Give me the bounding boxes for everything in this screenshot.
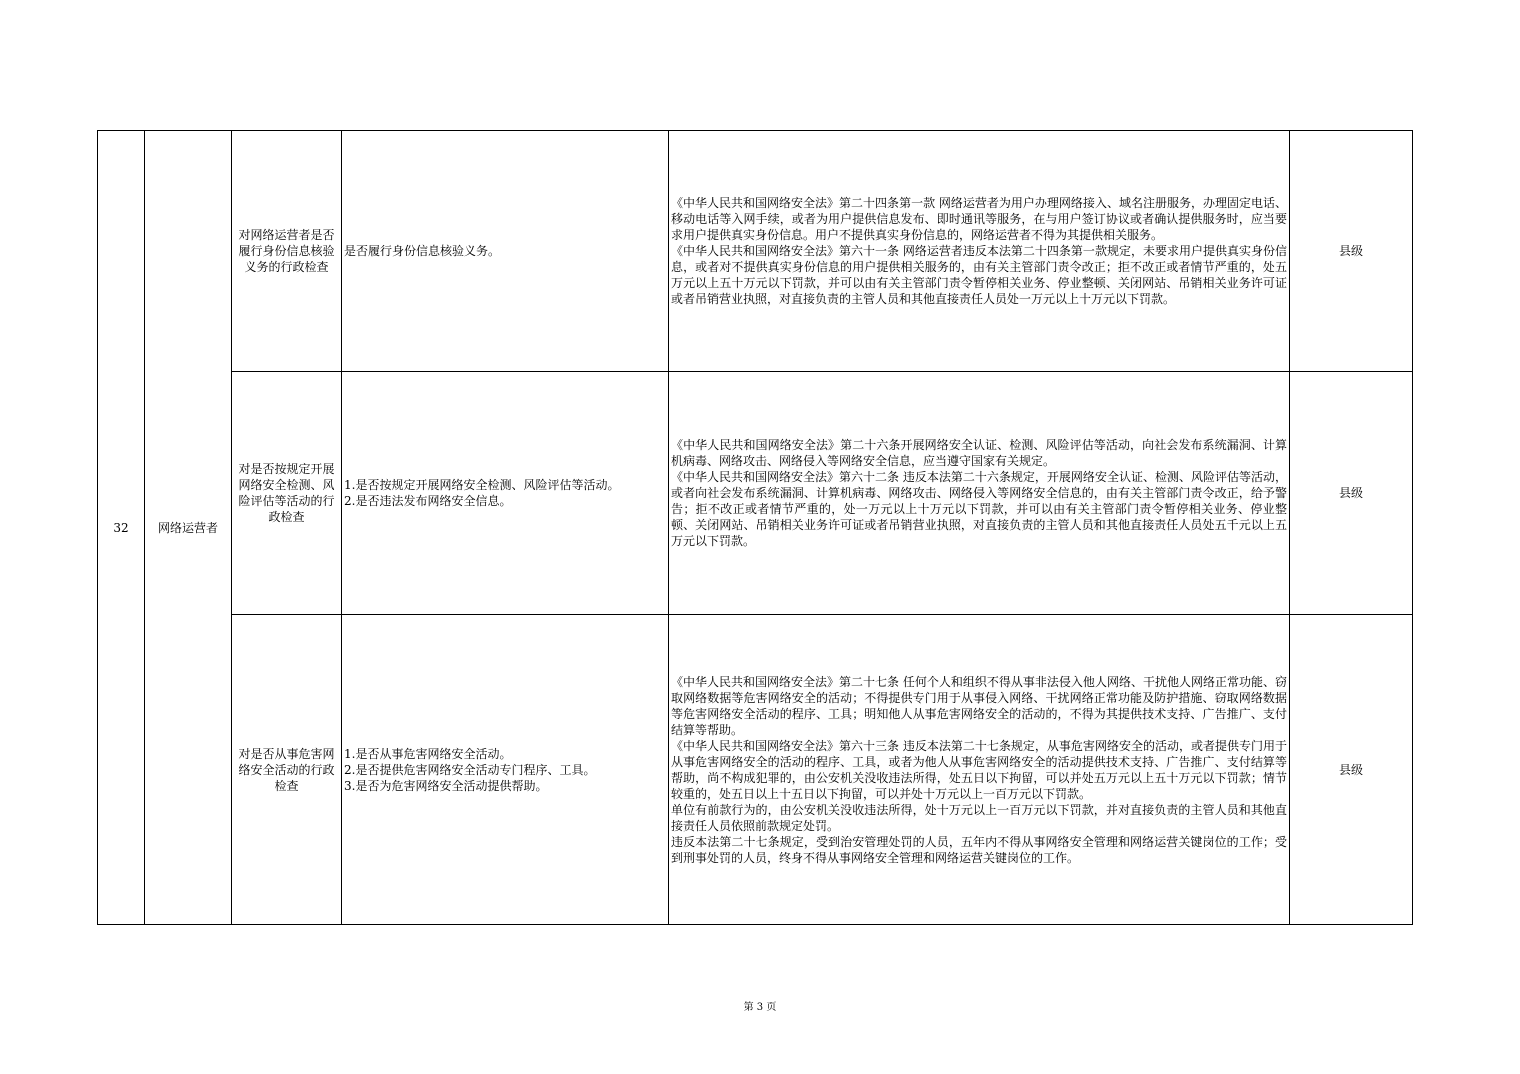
page-number: 第 3 页 bbox=[743, 1002, 777, 1013]
inspection-item-cell: 对是否按规定开展网络安全检测、风险评估等活动的行政检查 bbox=[232, 372, 342, 615]
inspection-content-cell bbox=[342, 372, 669, 615]
inspection-content-cell bbox=[342, 131, 669, 372]
basis-paragraph: 《中华人民共和国网络安全法》第二十四条第一款 网络运营者为用户办理网络接入、域名注册服务，办理固定电话、移动电话等入网手续，或者为用户提供信息发布、即时通讯等服务，在与用户签订协议或者确认提供服务时，应当要求用户提供真实身份信息。用户不提供真实身份信息的，网络运营者不得为其提供相关服务。 bbox=[671, 196, 1287, 242]
row-number-cell: 32 bbox=[98, 131, 145, 925]
basis-paragraph: 《中华人民共和国网络安全法》第六十一条 网络运营者违反本法第二十四条第一款规定，未要求用户提供真实身份信息，或者对不提供真实身份信息的用户提供相关服务的，由有关主管部门责令改正；拒不改正或者情节严重的，处五万元以上五十万元以下罚款，并可以由有关主管部门责令暂停相关业务、停业整顿、关闭网站、吊销相关业务许可证或者吊销营业执照，对直接负责的主管人员和其他直接责任人员处一万元以上十万元以下罚款。 bbox=[671, 244, 1287, 306]
level-cell: 县级 bbox=[1290, 372, 1413, 615]
basis-paragraph: 违反本法第二十七条规定，受到治安管理处罚的人员，五年内不得从事网络安全管理和网络运营关键岗位的工作；受到刑事处罚的人员，终身不得从事网络安全管理和网络运营关键岗位的工作。 bbox=[671, 834, 1287, 865]
content-line: 2.是否违法发布网络安全信息。 bbox=[344, 494, 512, 508]
content-line: 1.是否从事危害网络安全活动。 bbox=[344, 746, 512, 761]
subject-cell: 网络运营者 bbox=[145, 131, 232, 925]
level-cell: 县级 bbox=[1290, 615, 1413, 925]
inspection-item-cell: 对网络运营者是否履行身份信息核验义务的行政检查 bbox=[232, 131, 342, 372]
inspection-content-cell bbox=[342, 615, 669, 925]
basis-paragraph: 《中华人民共和国网络安全法》第二十六条开展网络安全认证、检测、风险评估等活动，向社会发布系统漏洞、计算机病毒、网络攻击、网络侵入等网络安全信息，应当遵守国家有关规定。 bbox=[671, 438, 1287, 468]
table-row bbox=[98, 615, 1413, 925]
legal-basis-cell bbox=[669, 615, 1290, 925]
content-line: 3.是否为危害网络安全活动提供帮助。 bbox=[344, 778, 548, 793]
legal-basis-cell bbox=[669, 131, 1290, 372]
content-line: 2.是否提供危害网络安全活动专门程序、工具。 bbox=[344, 762, 596, 777]
inspection-item-cell: 对是否从事危害网络安全活动的行政检查 bbox=[232, 615, 342, 925]
legal-basis-cell bbox=[669, 372, 1290, 615]
basis-paragraph: 《中华人民共和国网络安全法》第六十三条 违反本法第二十七条规定，从事危害网络安全的活动，或者提供专门用于从事危害网络安全的活动的程序、工具，或者为他人从事危害网络安全的活动提供技术支持、广告推广、支付结算等帮助，尚不构成犯罪的，由公安机关没收违法所得，处五日以下拘留，可以并处五万元以上五十万元以下罚款；情节较重的，处五日以上十五日以下拘留，可以并处十万元以上一百万元以下罚款。 bbox=[671, 738, 1287, 801]
basis-paragraph: 单位有前款行为的，由公安机关没收违法所得，处十万元以上一百万元以下罚款，并对直接负责的主管人员和其他直接责任人员依照前款规定处罚。 bbox=[671, 802, 1287, 833]
basis-paragraph: 《中华人民共和国网络安全法》第六十二条 违反本法第二十六条规定，开展网络安全认证、检测、风险评估等活动，或者向社会发布系统漏洞、计算机病毒、网络攻击、网络侵入等网络安全信息的，由有关主管部门责令改正，给予警告；拒不改正或者情节严重的，处一万元以上十万元以下罚款，并可以由有关主管部门责令暂停相关业务、停业整顿、关闭网站、吊销相关业务许可证或者吊销营业执照，对直接负责的主管人员和其他直接责任人员处五千元以上五万元以下罚款。 bbox=[671, 470, 1287, 548]
table-row bbox=[98, 372, 1413, 615]
table-row bbox=[98, 131, 1413, 372]
basis-paragraph: 《中华人民共和国网络安全法》第二十七条 任何个人和组织不得从事非法侵入他人网络、干扰他人网络正常功能、窃取网络数据等危害网络安全的活动；不得提供专门用于从事侵入网络、干扰网络正常功能及防护措施、窃取网络数据等危害网络安全活动的程序、工具；明知他人从事危害网络安全的活动的，不得为其提供技术支持、广告推广、支付结算等帮助。 bbox=[671, 674, 1287, 737]
level-cell: 县级 bbox=[1290, 131, 1413, 372]
content-line: 是否履行身份信息核验义务。 bbox=[344, 244, 501, 258]
inspection-table bbox=[97, 130, 1413, 925]
content-line: 1.是否按规定开展网络安全检测、风险评估等活动。 bbox=[344, 478, 620, 492]
